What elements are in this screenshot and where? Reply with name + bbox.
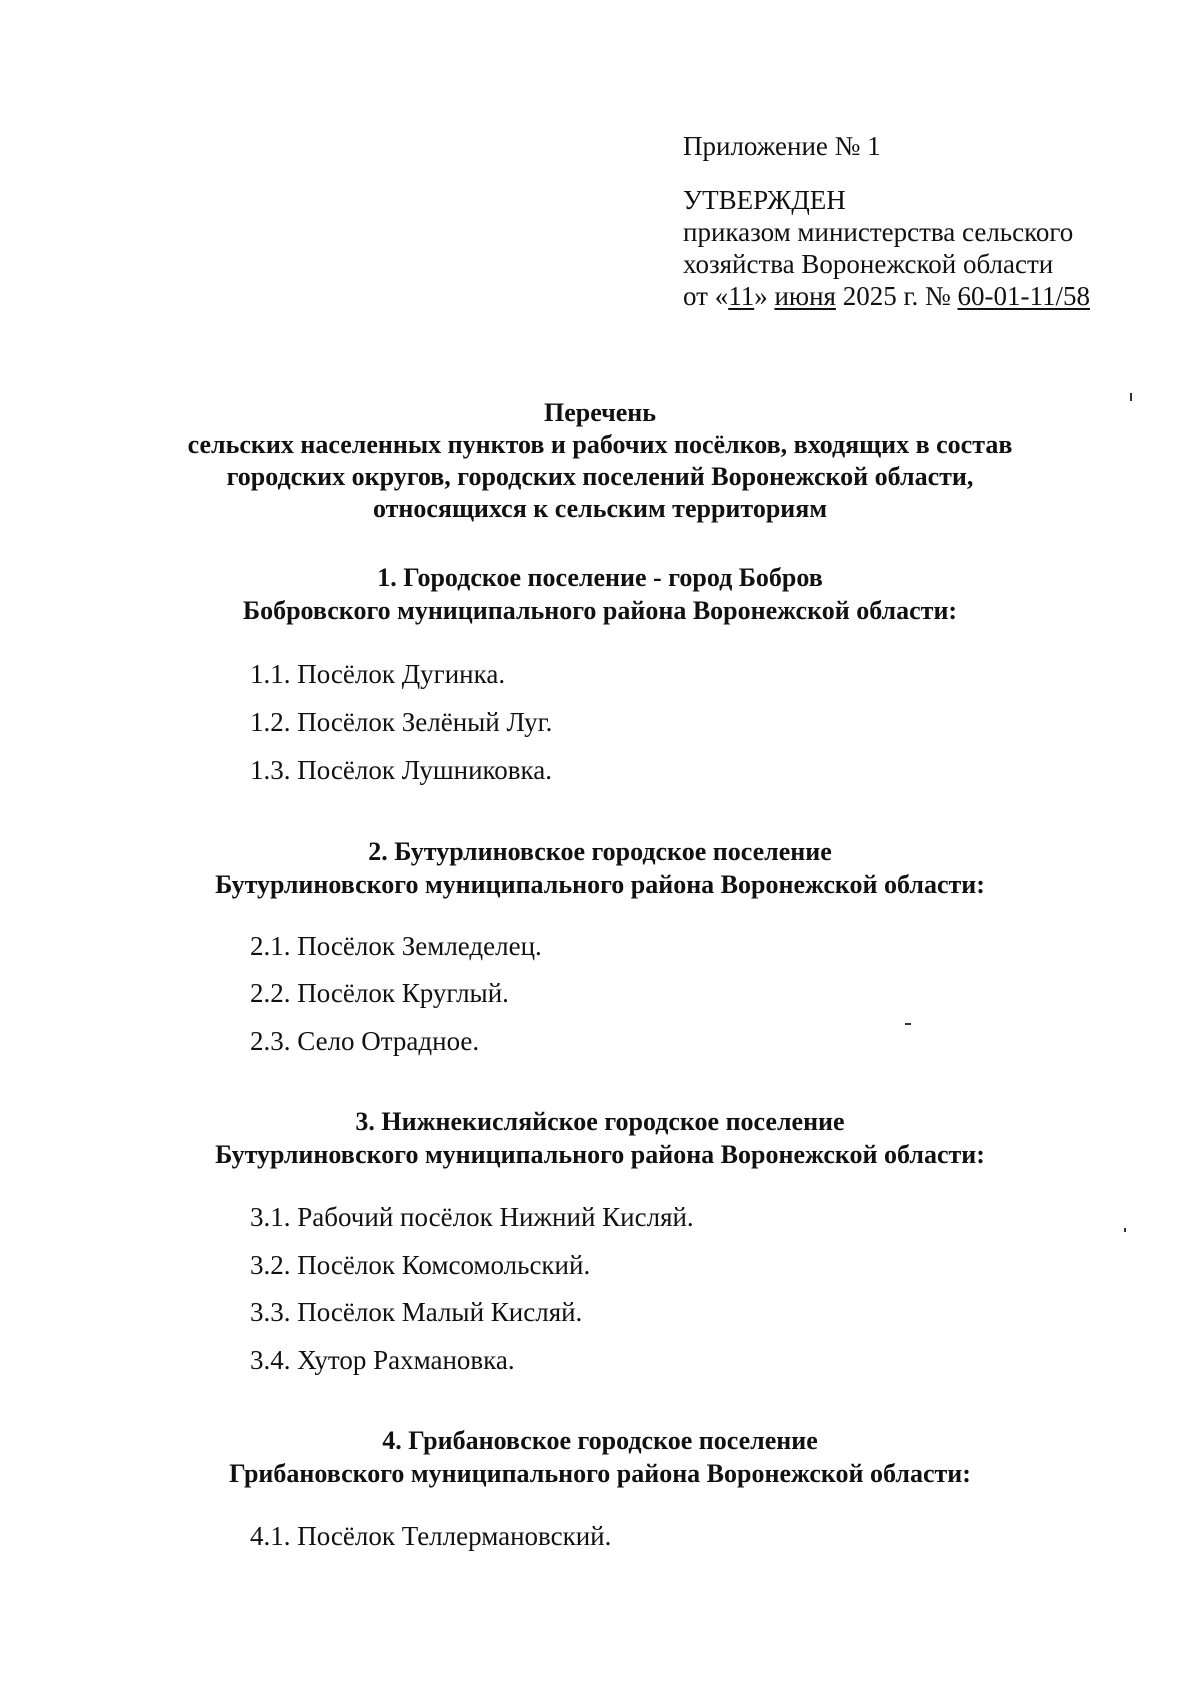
title-line-2: сельских населенных пунктов и рабочих посёлков, входящих в состав bbox=[187, 430, 1013, 459]
section-heading-line-2: Бутурлиновского муниципального района Воронежской области: bbox=[215, 870, 985, 899]
title-line-1: Перечень bbox=[543, 398, 657, 427]
date-year: 2025 г. № bbox=[835, 281, 958, 311]
list-item: 2.2. Посёлок Круглый. bbox=[250, 978, 509, 1008]
list-item: 4.1. Посёлок Теллермановский. bbox=[250, 1521, 612, 1551]
date-month: июня bbox=[774, 281, 836, 311]
list-item: 3.3. Посёлок Малый Кисляй. bbox=[250, 1297, 583, 1327]
approval-line-1: приказом министерства сельского bbox=[683, 217, 1074, 247]
date-mid: » bbox=[754, 281, 775, 311]
section-heading-line-2: Грибановского муниципального района Воронежской области: bbox=[229, 1459, 971, 1488]
document-title bbox=[100, 397, 1100, 525]
section-4-heading bbox=[100, 1424, 1100, 1490]
section-3-heading bbox=[100, 1105, 1100, 1171]
scan-speck bbox=[905, 1023, 911, 1025]
section-heading-line-1: 1. Городское поселение - город Бобров bbox=[377, 563, 823, 592]
approval-block bbox=[683, 130, 1163, 312]
approved-stamp: УТВЕРЖДЕН bbox=[683, 185, 846, 215]
list-item: 1.2. Посёлок Зелёный Луг. bbox=[250, 707, 553, 737]
section-heading-line-1: 3. Нижнекисляйское городское поселение bbox=[355, 1107, 845, 1136]
scan-speck bbox=[1130, 393, 1132, 401]
scan-speck bbox=[1124, 1228, 1126, 1232]
appendix-number: Приложение № 1 bbox=[683, 131, 881, 161]
approval-date-line bbox=[683, 280, 1163, 312]
order-number: 60-01-11/58 bbox=[957, 281, 1090, 311]
list-item: 1.3. Посёлок Лушниковка. bbox=[250, 755, 552, 785]
section-1-heading bbox=[100, 561, 1100, 627]
section-2-heading bbox=[100, 835, 1100, 901]
section-heading-line-1: 4. Грибановское городское поселение bbox=[382, 1426, 818, 1455]
section-heading-line-2: Бобровского муниципального района Воронежской области: bbox=[242, 596, 958, 625]
section-heading-line-2: Бутурлиновского муниципального района Воронежской области: bbox=[215, 1140, 985, 1169]
title-line-4: относящихся к сельским территориям bbox=[372, 494, 828, 523]
section-heading-line-1: 2. Бутурлиновское городское поселение bbox=[368, 837, 832, 866]
list-item: 1.1. Посёлок Дугинка. bbox=[250, 659, 506, 689]
list-item: 3.4. Хутор Рахмановка. bbox=[250, 1345, 515, 1375]
date-day: 11 bbox=[728, 281, 755, 311]
list-item: 2.1. Посёлок Земледелец. bbox=[250, 931, 542, 961]
list-item: 3.1. Рабочий посёлок Нижний Кисляй. bbox=[250, 1202, 694, 1232]
list-item: 3.2. Посёлок Комсомольский. bbox=[250, 1250, 591, 1280]
title-line-3: городских округов, городских поселений Воронежской области, bbox=[226, 462, 974, 491]
approval-line-2: хозяйства Воронежской области bbox=[683, 249, 1054, 279]
list-item: 2.3. Село Отрадное. bbox=[250, 1026, 480, 1056]
date-prefix: от « bbox=[683, 281, 729, 311]
